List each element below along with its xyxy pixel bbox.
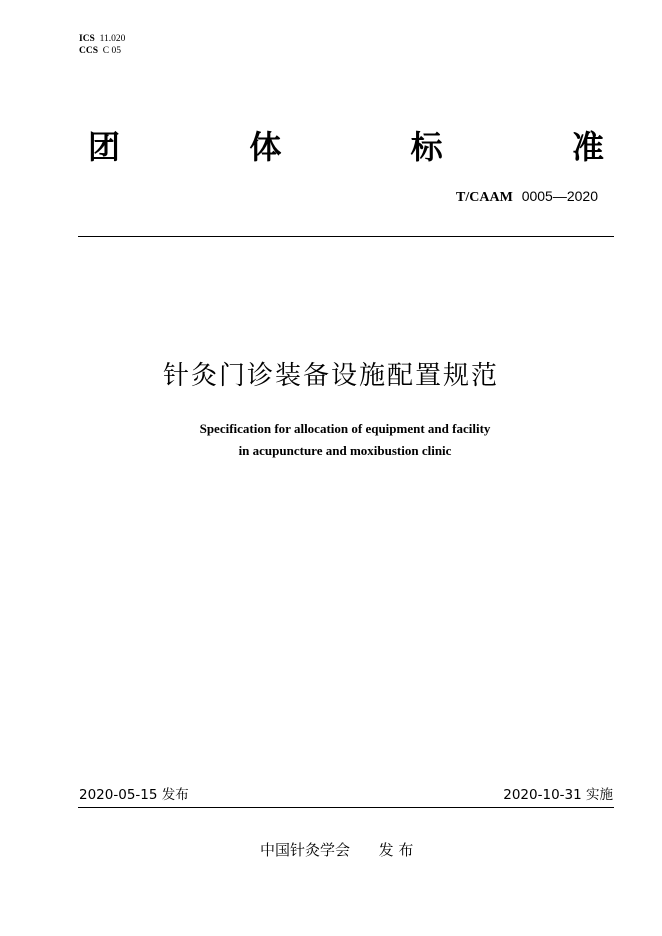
standard-type-heading — [88, 127, 604, 167]
title-english-line: in acupuncture and moxibustion clinic — [238, 443, 452, 458]
ics-code — [79, 33, 125, 45]
standard-number-prefix: T/CAAM — [456, 190, 513, 205]
heading-char: 体 — [249, 128, 282, 166]
ics-value: 11.020 — [99, 34, 126, 44]
title-chinese: 针灸门诊装备设施配置规范 — [162, 361, 499, 391]
issue-date: 2020-05-15 发布 — [79, 787, 189, 803]
publisher-action: 发 布 — [378, 841, 414, 859]
publisher — [260, 840, 413, 860]
ics-label: ICS — [79, 34, 95, 44]
classification-codes — [79, 33, 125, 57]
heading-char: 标 — [410, 128, 443, 166]
ccs-label: CCS — [79, 46, 99, 56]
top-divider — [78, 236, 614, 237]
ccs-code — [79, 45, 125, 57]
ccs-value: C 05 — [102, 46, 121, 56]
publisher-name: 中国针灸学会 — [260, 841, 351, 859]
implementation-date: 2020-10-31 实施 — [503, 787, 613, 803]
title-english-line: Specification for allocation of equipment and facility — [199, 421, 491, 436]
standard-number — [456, 187, 598, 207]
title-english — [0, 418, 662, 462]
standard-number-value: 0005—2020 — [521, 188, 598, 204]
bottom-divider — [78, 807, 614, 808]
heading-char: 准 — [571, 128, 604, 166]
heading-char: 团 — [88, 128, 121, 166]
